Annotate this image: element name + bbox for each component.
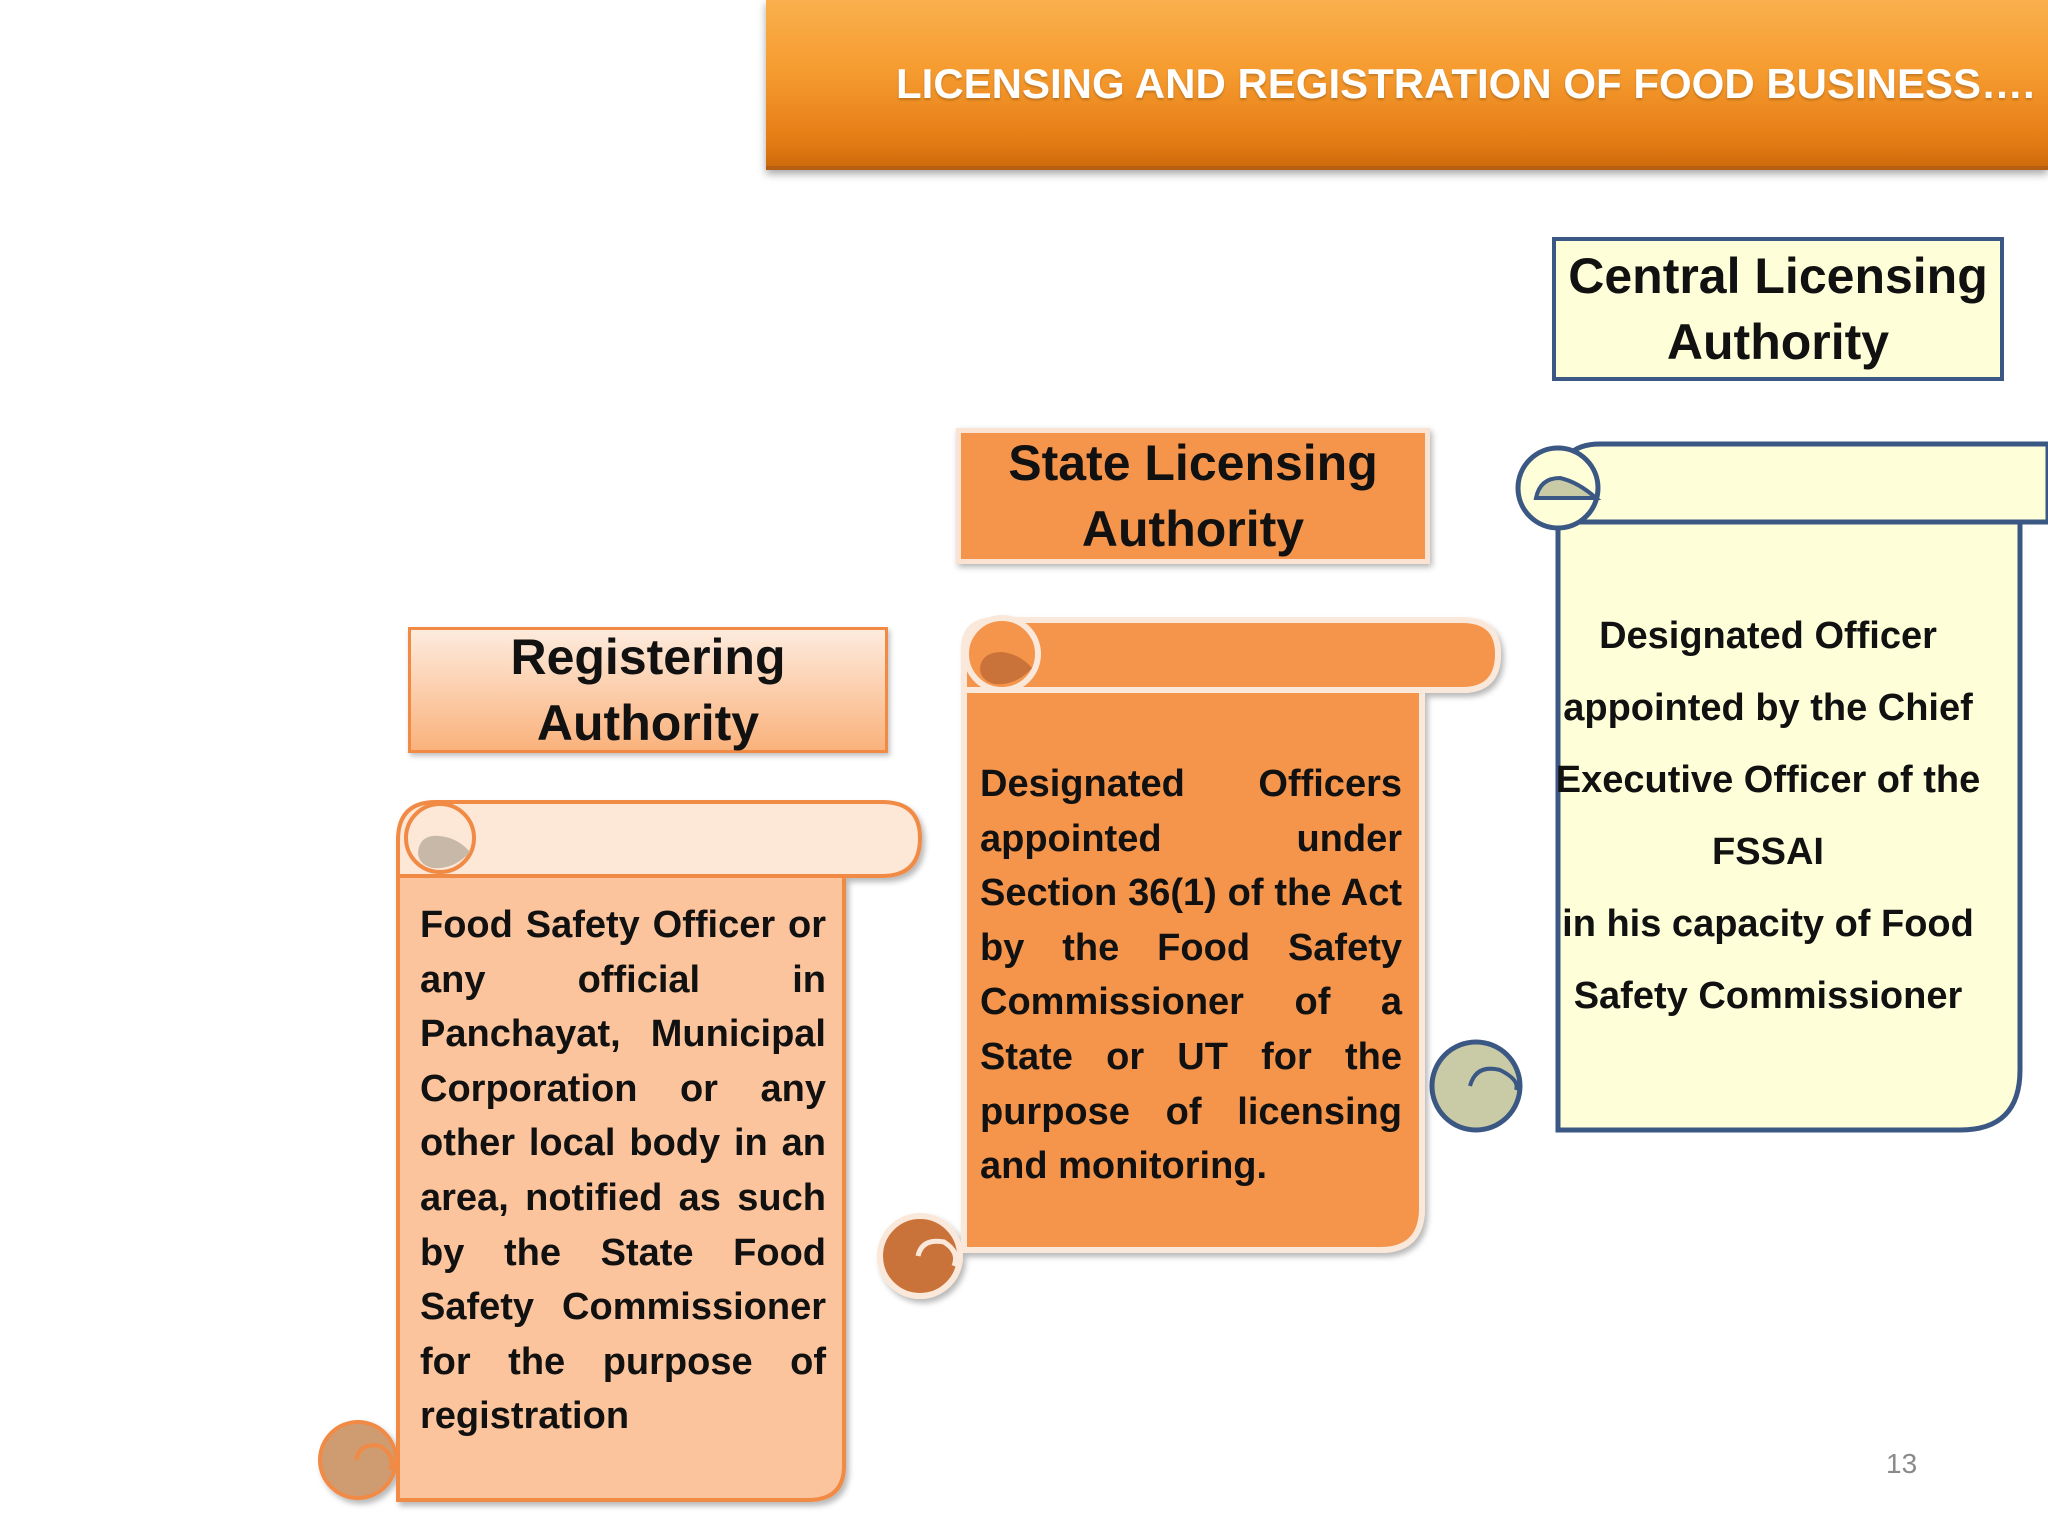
registering-authority-heading: Registering Authority: [408, 627, 888, 753]
page-number: 13: [1886, 1448, 1918, 1479]
state-authority-description: Designated Officers appointed under Section 36(1) of the Act by the Food Safety Commissioner of a State or UT for the purpose of licensing and monitoring.: [980, 763, 1402, 1188]
registering-authority-description: Food Safety Officer or any official in Panchayat, Municipal Corporation or any other local body in an area, notified as such by the State Food Safety Commissioner for the purpose of registration: [420, 904, 826, 1438]
central-licensing-authority-heading: Central Licensing Authority: [1552, 237, 2004, 381]
slide-title: LICENSING AND REGISTRATION OF FOOD BUSINESS….: [896, 60, 2035, 107]
state-licensing-authority-heading: State Licensing Authority: [956, 428, 1430, 564]
central-authority-description: Designated Officer appointed by the Chief Executive Officer of the FSSAI in his capacity of Food Safety Commissioner: [1555, 615, 1981, 1017]
